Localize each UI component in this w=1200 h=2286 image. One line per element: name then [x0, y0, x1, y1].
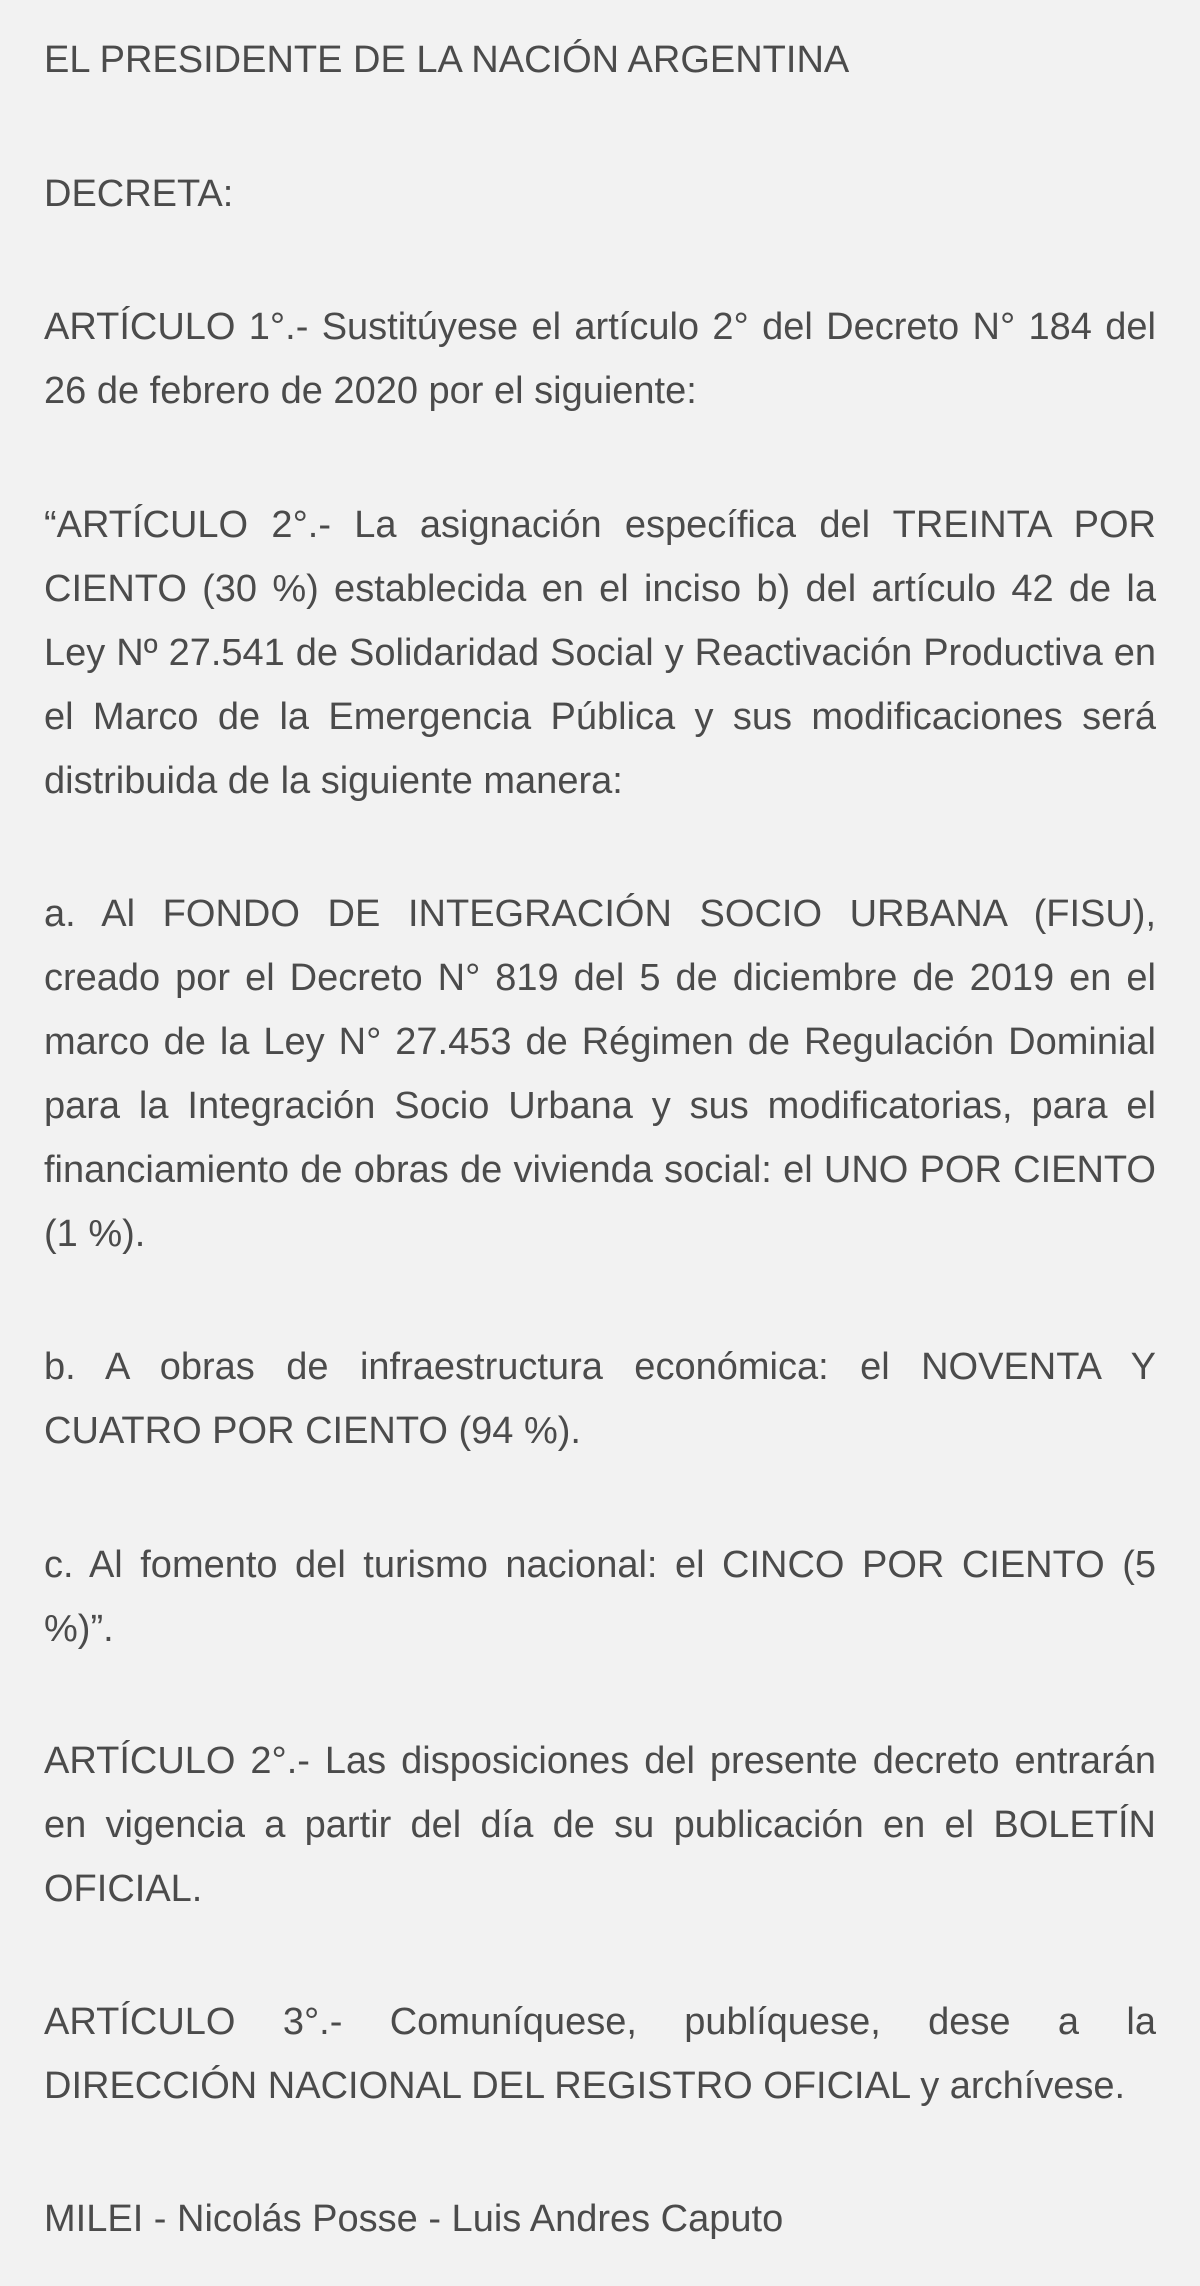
clause-c: c. Al fomento del turismo nacional: el CINCO POR CIENTO (5 %)”.	[44, 1544, 1156, 1650]
decree-heading: EL PRESIDENTE DE LA NACIÓN ARGENTINA	[44, 39, 850, 81]
clause-a: a. Al FONDO DE INTEGRACIÓN SOCIO URBANA (FISU), creado por el Decreto N° 819 del 5 de diciembre de 2019 en el marco de la Ley N° 27.453 de Régimen de Regulación Dominial para la Integración Socio Urbana y sus modificatorias, para el financiamiento de obras de vivienda social: el UNO POR CIENTO (1 %).	[44, 893, 1156, 1255]
article-1: ARTÍCULO 1°.- Sustitúyese el artículo 2° del Decreto N° 184 del 26 de febrero de 2020 por el siguiente:	[44, 306, 1156, 412]
decreta-label: DECRETA:	[44, 173, 234, 215]
signatories: MILEI - Nicolás Posse - Luis Andres Caputo	[44, 2198, 784, 2240]
clause-b: b. A obras de infraestructura económica: el NOVENTA Y CUATRO POR CIENTO (94 %).	[44, 1346, 1156, 1452]
article-3: ARTÍCULO 3°.- Comuníquese, publíquese, dese a la DIRECCIÓN NACIONAL DEL REGISTRO OFICIAL y archívese.	[44, 2001, 1156, 2107]
article-2: ARTÍCULO 2°.- Las disposiciones del presente decreto entrarán en vigencia a partir del día de su publicación en el BOLETÍN OFICIAL.	[44, 1740, 1156, 1910]
quoted-article-2: “ARTÍCULO 2°.- La asignación específica del TREINTA POR CIENTO (30 %) establecida en el inciso b) del artículo 42 de la Ley Nº 27.541 de Solidaridad Social y Reactivación Productiva en el Marco de la Emergencia Pública y sus modificaciones será distribuida de la siguiente manera:	[44, 504, 1156, 802]
